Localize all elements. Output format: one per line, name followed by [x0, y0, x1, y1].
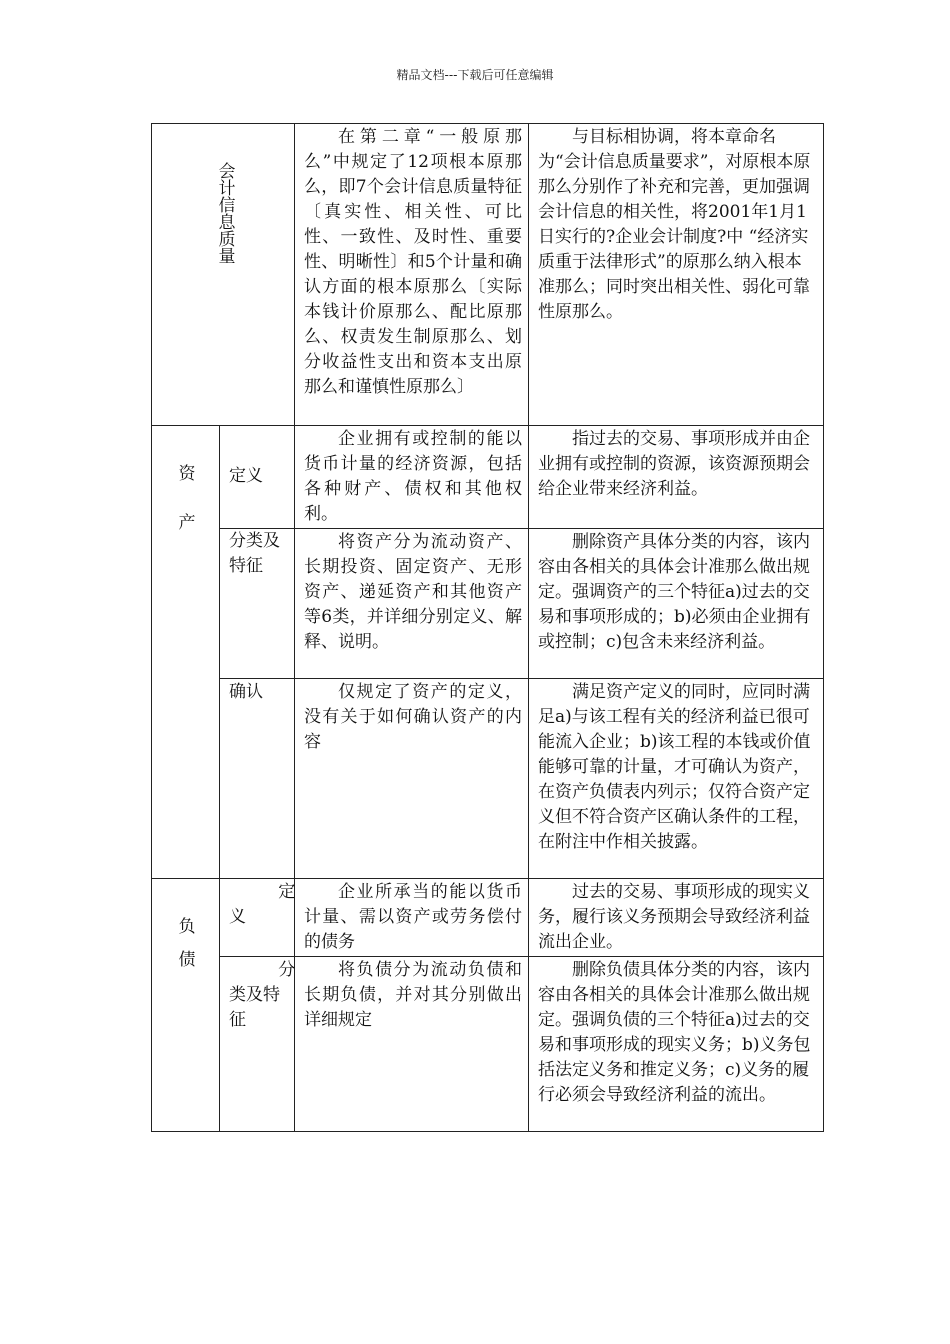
sub-asset-recognition: 确认 [220, 679, 295, 879]
cell-asset-classification-old: 将资产分为流动资产、长期投资、固定资产、无形资产、递延资产和其他资产等6类，并详细分别定义、解释、说明。 [295, 529, 529, 679]
category-label-liability-1: 负 [178, 917, 196, 937]
sub-liability-definition: 定义 [220, 879, 295, 957]
category-label-quality: 会计信息质量 [214, 162, 235, 264]
sub-liability-classification: 分类及特征 [220, 957, 295, 1132]
table-row-quality [152, 124, 824, 426]
cell-asset-classification-new: 删除资产具体分类的内容，该内容由各相关的具体会计准那么做出规定。强调资产的三个特征a)过去的交易和事项形成的；b)必须由企业拥有或控制；c)包含未来经济利益。 [529, 529, 824, 679]
cell-asset-definition-new: 指过去的交易、事项形成并由企业拥有或控制的资源，该资源预期会给企业带来经济利益。 [529, 426, 824, 529]
cell-liability-definition-new: 过去的交易、事项形成的现实义务，履行该义务预期会导致经济利益流出企业。 [529, 879, 824, 957]
cell-asset-recognition-new: 满足资产定义的同时，应同时满足a)与该工程有关的经济利益已很可能流入企业；b)该工程的本钱或价值能够可靠的计量，才可确认为资产，在资产负债表内列示；仅符合资产定义但不符合资产区确认条件的工程，在附注中作相关披露。 [529, 679, 824, 879]
cell-quality-new: 与目标相协调，将本章命名为“会计信息质量要求”，对原根本原那么分别作了补充和完善，更加强调会计信息的相关性，将2001年1月1日实行的?企业会计制度?中 “经济实质重于法律形式”的原那么纳入根本准那么；同时突出相关性、弱化可靠性原那么。 [529, 124, 824, 426]
category-quality [152, 124, 295, 426]
cell-liability-classification-old: 将负债分为流动负债和长期负债，并对其分别做出详细规定 [295, 957, 529, 1132]
sub-asset-classification: 分类及特征 [220, 529, 295, 679]
page-header: 精品文档---下载后可任意编辑 [396, 68, 554, 82]
category-label-liability-2: 债 [178, 950, 196, 970]
cell-quality-old: 在第二章“一般原那么”中规定了12项根本原那么，即7个会计信息质量特征〔真实性、相关性、可比性、一致性、及时性、重要性、明晰性〕和5个计量和确认方面的根本原那么〔实际本钱计价原那么、配比原那么、权责发生制原那么、划分收益性支出和资本支出原那么和谨慎性原那么〕 [295, 124, 529, 426]
comparison-table [151, 123, 824, 1132]
table-row-asset-recognition [152, 679, 824, 879]
category-label-asset-2: 产 [178, 513, 196, 533]
table-row-asset-classification [152, 529, 824, 679]
cell-asset-recognition-old: 仅规定了资产的定义， 没有关于如何确认资产的内容 [295, 679, 529, 879]
category-label-asset-1: 资 [178, 464, 196, 484]
table-row-liability-definition [152, 879, 824, 957]
category-liability [152, 879, 220, 1132]
cell-liability-definition-old: 企业所承当的能以货币计量、需以资产或劳务偿付的债务 [295, 879, 529, 957]
sub-asset-definition: 定义 [220, 426, 295, 529]
table-row-liability-classification [152, 957, 824, 1132]
category-asset [152, 426, 220, 879]
table-row-asset-definition [152, 426, 824, 529]
cell-liability-classification-new: 删除负债具体分类的内容，该内容由各相关的具体会计准那么做出规定。强调负债的三个特征a)过去的交易和事项形成的现实义务；b)义务包括法定义务和推定义务；c)义务的履行必须会导致经济利益的流出。 [529, 957, 824, 1132]
cell-asset-definition-old: 企业拥有或控制的能以货币计量的经济资源，包括各种财产、债权和其他权利。 [295, 426, 529, 529]
